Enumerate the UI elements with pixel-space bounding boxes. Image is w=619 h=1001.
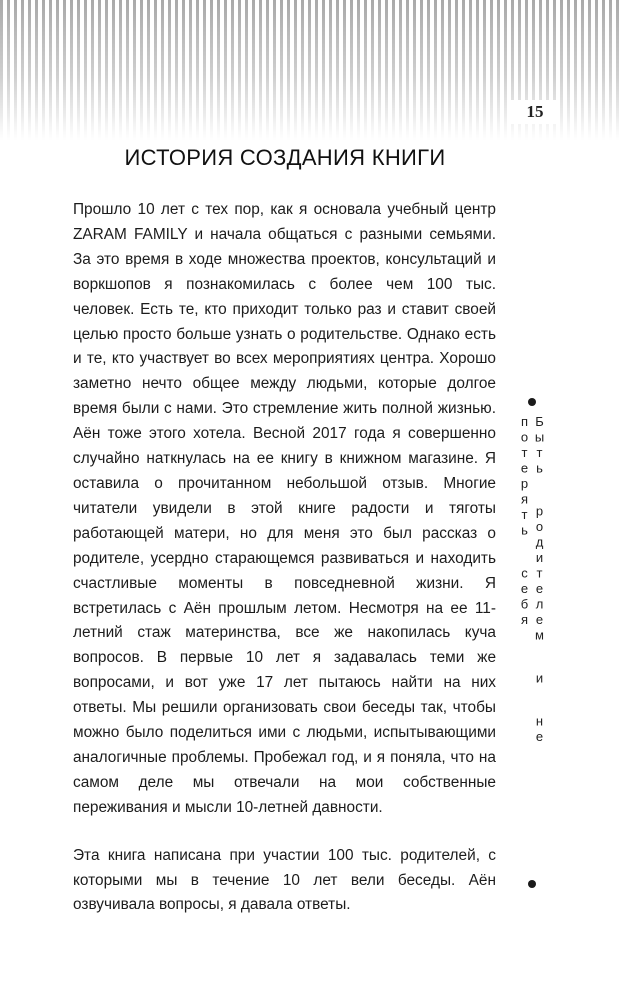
page-number: 15 [510, 100, 560, 124]
chapter-title: ИСТОРИЯ СОЗДАНИЯ КНИГИ [124, 145, 446, 170]
paragraph: Эта книга написана при участии 100 тыс. родителей, с которыми мы в течение 10 лет вели беседы. Аён озвучивала вопросы, я давала ответы. [73, 846, 496, 914]
body-text [73, 198, 496, 941]
side-tab [512, 398, 552, 898]
bullet-top-icon [528, 398, 536, 406]
paragraph: Прошло 10 лет с тех пор, как я основала учебный центр ZARAM FAMILY и начала общаться с разными семьями. За это время в ходе множества проектов, консультаций и воркшопов я познакомилась с более чем 100 тыс. человек. Есть те, кто приходит только раз и ставит своей целью просто больше узнать о родительстве. Однако есть и те, кто участвует во всех мероприятиях центра. Хорошо заметно нечто общее между людьми, которые долгое время были с нами. Это стремление жить полной жизнью. Аён тоже этого хотела. Весной 2017 года я совершенно случайно наткнулась на ее книгу в книжном магазине. Я оставила о прочитанном небольшой отзыв. Многие читатели увидели в этой книге радости и тяготы работающей матери, но для меня это был рассказ о родителе, усердно старающемся развиваться и находить счастливые моменты в повседневной жизни. Я встретилась с Аён прошлым летом. Несмотря на ее 11-летний стаж материнства, все же накопилась куча вопросов. В первые 10 лет я задавалась теми же вопросами, и вот уже 17 лет пытаюсь найти на них ответы. Мы решили организовать свои беседы так, чтобы можно было поделиться ими с людьми, испытывающими аналогичные проблемы. Пробежал год, и я поняла, что на самом деле мы отвечали на мои собственные переживания и мысли 10-летней давности. [73, 201, 496, 816]
side-tab-label: Быть родителем и не потерять себя [517, 414, 547, 745]
bullet-bottom-icon [528, 880, 536, 888]
